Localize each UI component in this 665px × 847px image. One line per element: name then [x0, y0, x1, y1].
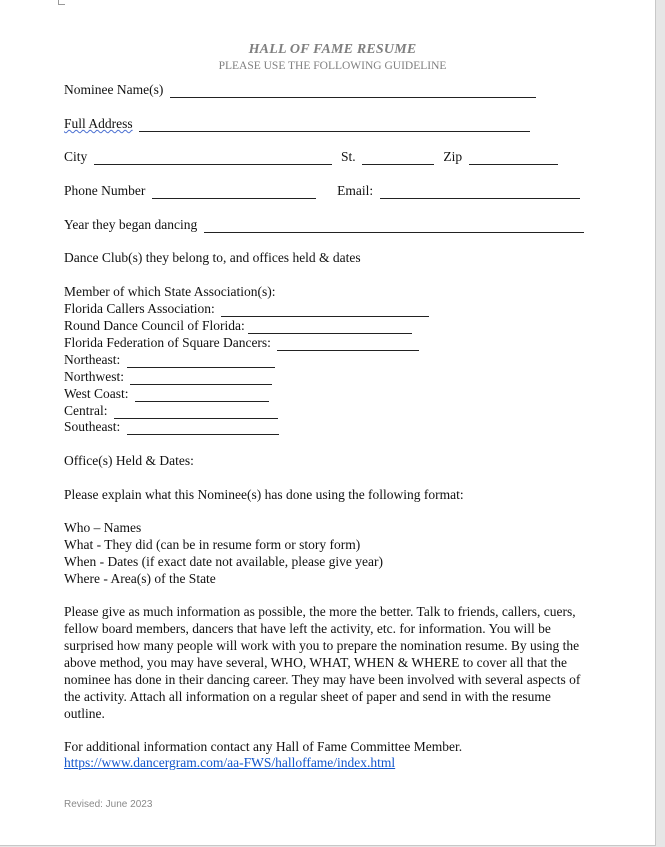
state-blank[interactable]	[362, 150, 434, 165]
associations-heading: Member of which State Association(s):	[64, 284, 276, 299]
association-blank[interactable]	[130, 370, 272, 385]
address-blank[interactable]	[139, 117, 530, 132]
state-label: St.	[341, 149, 356, 164]
association-row	[64, 317, 412, 334]
phone-label: Phone Number	[64, 183, 146, 198]
nominee-blank[interactable]	[170, 83, 536, 98]
year-label: Year they began dancing	[64, 217, 198, 232]
format-item-when: When - Dates (if exact date not available, please give year)	[64, 554, 383, 569]
association-blank[interactable]	[114, 404, 278, 419]
association-blank[interactable]	[221, 302, 429, 317]
offices-label: Office(s) Held & Dates:	[64, 453, 194, 468]
association-blank[interactable]	[135, 387, 269, 402]
association-row	[64, 334, 419, 351]
nominee-row	[64, 81, 536, 98]
association-label: Southeast:	[64, 419, 121, 434]
instructions-paragraph: Please give as much information as possible, the more the better. Talk to friends, callers, cuers, fellow board members, dancers that have left the activity, etc. for information. You will be surprised how many people will work with you to prepare the nomination resume. By using the above method, you may have several, WHO, WHAT, WHEN & WHERE to cover all that the nominee has done in their dancing career. They may have been involved with several aspects of the activity. Attach all information on a regular sheet of paper and send in with the resume outline.	[64, 604, 581, 721]
city-blank[interactable]	[94, 150, 332, 165]
year-row	[64, 216, 584, 233]
city-row	[64, 148, 558, 165]
zip-blank[interactable]	[469, 150, 558, 165]
year-blank[interactable]	[204, 218, 584, 233]
format-item-who: Who – Names	[64, 520, 142, 535]
clubs-label: Dance Club(s) they belong to, and offices held & dates	[64, 250, 361, 265]
phone-blank[interactable]	[152, 184, 316, 199]
association-row	[64, 368, 272, 385]
page-corner-mark	[58, 0, 65, 5]
contact-text: For additional information contact any Hall of Fame Committee Member.	[64, 739, 463, 754]
association-label: Florida Callers Association:	[64, 301, 215, 316]
association-row	[64, 402, 278, 419]
email-label: Email:	[337, 183, 374, 198]
city-label: City	[64, 149, 88, 164]
association-blank[interactable]	[127, 353, 275, 368]
association-row	[64, 351, 275, 368]
association-label: West Coast:	[64, 386, 129, 401]
address-label: Full Address	[64, 116, 133, 131]
zip-label: Zip	[443, 149, 463, 164]
association-row	[64, 418, 279, 435]
document-title: HALL OF FAME RESUME	[248, 42, 417, 57]
association-label: Florida Federation of Square Dancers:	[64, 335, 271, 350]
association-label: Round Dance Council of Florida:	[64, 318, 245, 333]
document-subtitle: PLEASE USE THE FOLLOWING GUIDELINE	[218, 60, 447, 72]
association-blank[interactable]	[277, 336, 419, 351]
association-label: Northwest:	[64, 369, 124, 384]
format-item-where: Where - Area(s) of the State	[64, 571, 216, 586]
association-row	[64, 300, 429, 317]
address-row	[64, 115, 530, 132]
association-blank[interactable]	[248, 319, 412, 334]
email-blank[interactable]	[380, 184, 580, 199]
association-blank[interactable]	[127, 420, 279, 435]
explain-text: Please explain what this Nominee(s) has done using the following format:	[64, 487, 464, 502]
hall-of-fame-link[interactable]: https://www.dancergram.com/aa-FWS/halloffame/index.html	[64, 755, 396, 770]
association-label: Northeast:	[64, 352, 121, 367]
format-item-what: What - They did (can be in resume form or story form)	[64, 537, 361, 552]
nominee-label: Nominee Name(s)	[64, 82, 164, 97]
phone-row	[64, 182, 580, 199]
association-label: Central:	[64, 403, 108, 418]
revised-date: Revised: June 2023	[64, 799, 153, 810]
association-row	[64, 385, 269, 402]
